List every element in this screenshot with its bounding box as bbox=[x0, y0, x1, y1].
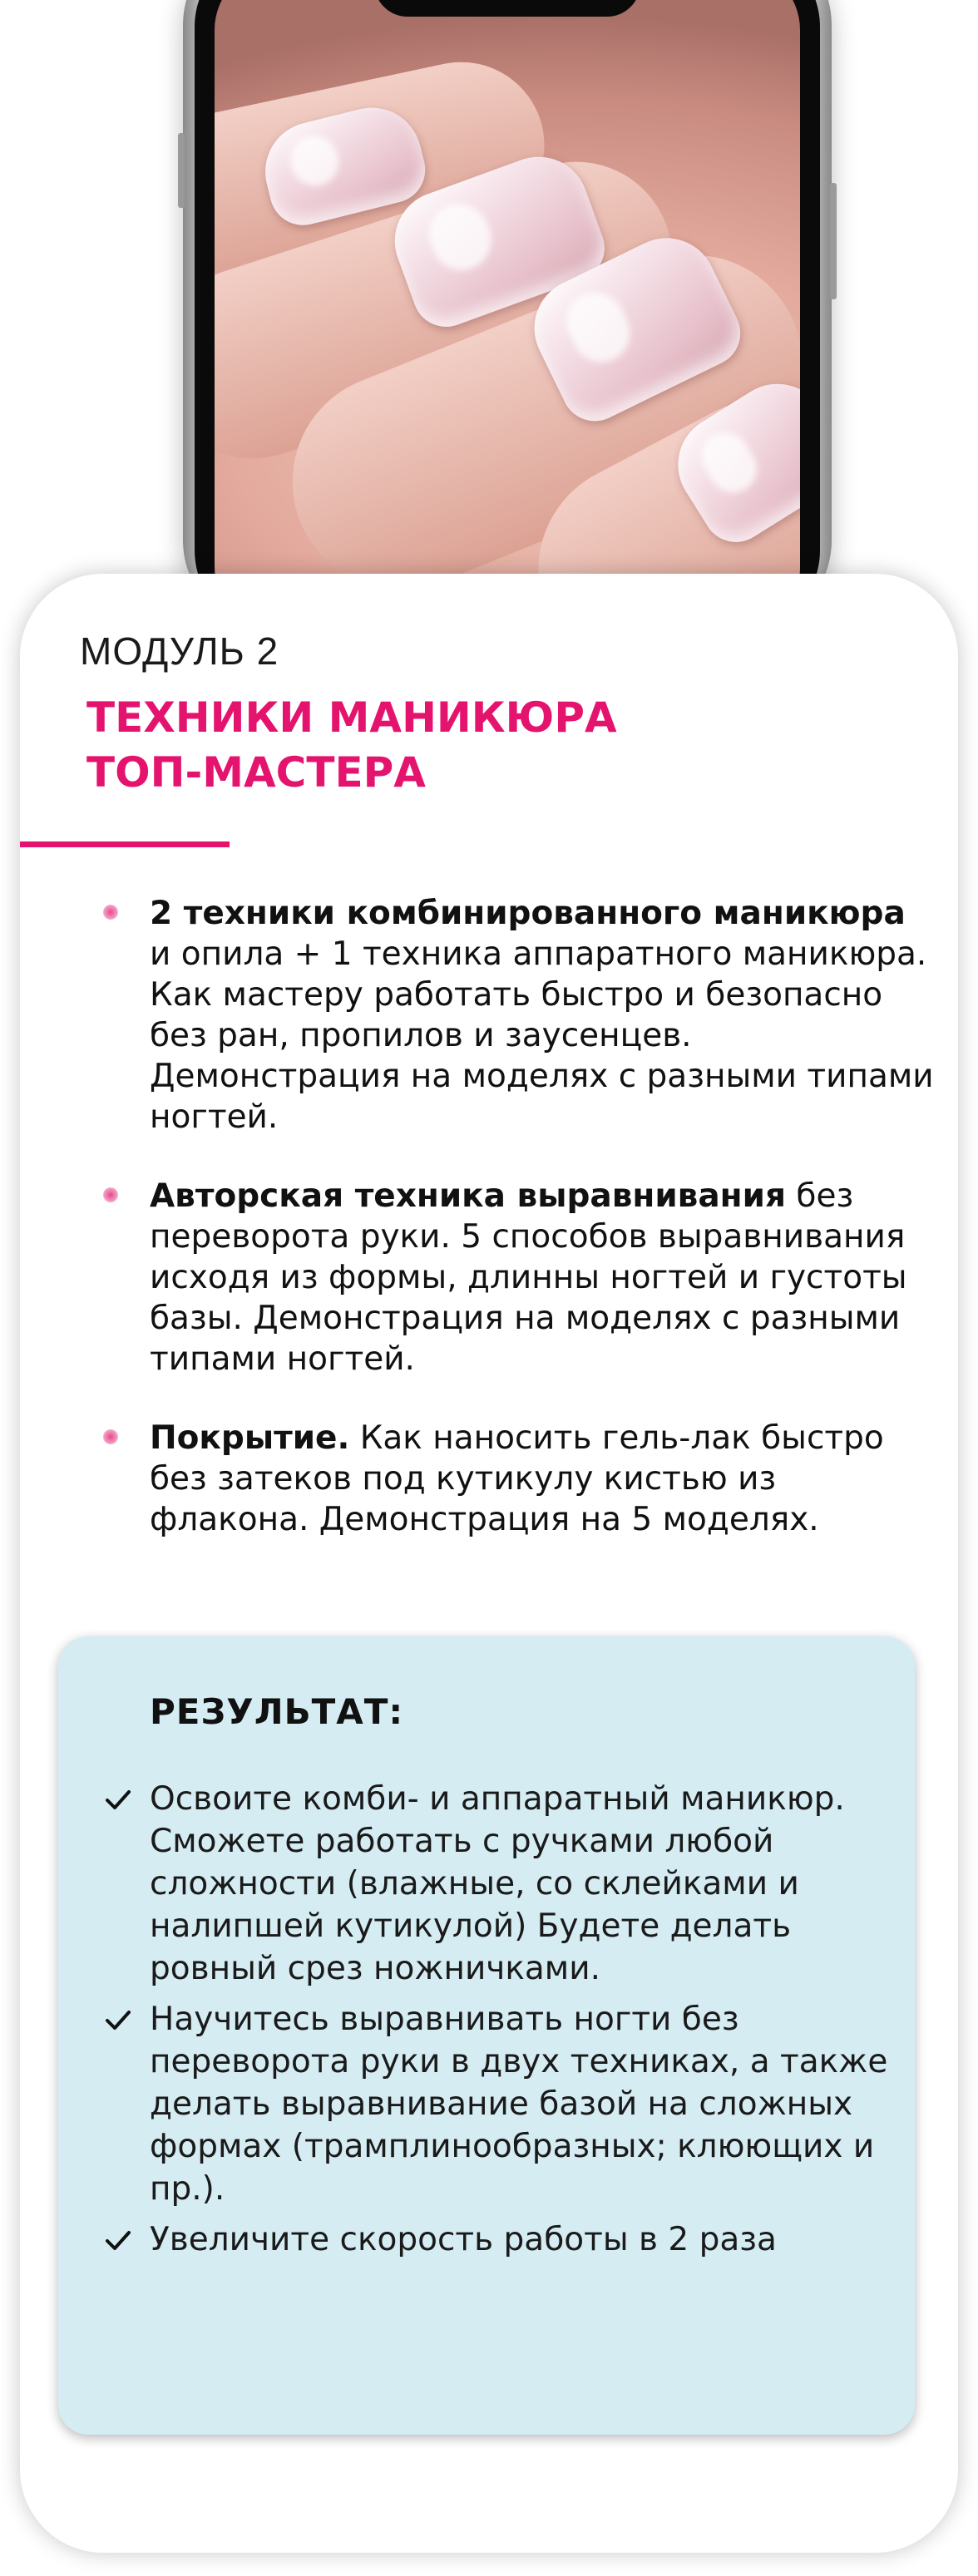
feature-bold: Покрытие. bbox=[150, 1419, 350, 1457]
result-list bbox=[91, 1778, 890, 2261]
phone-bezel bbox=[195, 0, 820, 632]
phone-notch bbox=[374, 0, 640, 17]
result-item bbox=[91, 2218, 890, 2261]
feature-bold: 2 техники комбинированного маникюра bbox=[150, 895, 906, 932]
feature-item bbox=[103, 1418, 935, 1540]
result-text: Освоите комби- и аппаратный маникюр. Сможете работать с ручками любой сложности (влажные, со склейками и налипшей кутикулой) Будете делать ровный срез ножничками. bbox=[150, 1780, 845, 1987]
result-text: Научитесь выравнивать ногти без переворота руки в двух техниках, а также делать выравнивание базой на сложных формах (трамплинообразных; клюющих и пр.). bbox=[150, 2001, 888, 2208]
module-label: МОДУЛЬ 2 bbox=[80, 629, 279, 673]
feature-item bbox=[103, 1176, 935, 1379]
feature-bold: Авторская техника выравнивания bbox=[150, 1177, 786, 1215]
result-item bbox=[91, 1998, 890, 2210]
check-icon bbox=[105, 1789, 131, 1811]
result-item bbox=[91, 1778, 890, 1990]
module-title-line: ТЕХНИКИ МАНИКЮРА bbox=[86, 693, 617, 742]
result-title: РЕЗУЛЬТАТ: bbox=[150, 1691, 404, 1732]
module-card bbox=[20, 574, 958, 2553]
feature-list bbox=[103, 893, 935, 1540]
pink-dot-icon bbox=[103, 1187, 118, 1202]
result-text: Увеличите скорость работы в 2 раза bbox=[150, 2221, 777, 2258]
feature-text: и опила + 1 техника аппаратного маникюра. Как мастеру работать быстро и безопасно без ран, пропилов и заусенцев. Демонстрация на моделях с разными типами ногтей. bbox=[150, 935, 934, 1136]
pink-dot-icon bbox=[103, 905, 118, 920]
feature-text: Как наносить гель-лак быстро без затеков под кутикулу кистью из флакона. Демонстрация на 5 моделях. bbox=[150, 1419, 884, 1538]
manicure-photo bbox=[215, 0, 800, 632]
check-icon bbox=[105, 2230, 131, 2252]
module-title-line: ТОП-МАСТЕРА bbox=[86, 748, 426, 797]
phone-mockup bbox=[183, 0, 832, 632]
phone-side-button bbox=[178, 133, 185, 208]
pink-dot-icon bbox=[103, 1429, 118, 1444]
title-divider bbox=[20, 841, 230, 847]
feature-text: без переворота руки. 5 способов выравнивания исходя из формы, длинны ногтей и густоты базы. Демонстрация на моделях с разными типами ногтей. bbox=[150, 1177, 907, 1378]
feature-item bbox=[103, 893, 935, 1137]
check-icon bbox=[105, 2010, 131, 2031]
result-box bbox=[58, 1636, 915, 2435]
phone-side-button bbox=[830, 183, 837, 299]
module-title bbox=[86, 690, 835, 800]
